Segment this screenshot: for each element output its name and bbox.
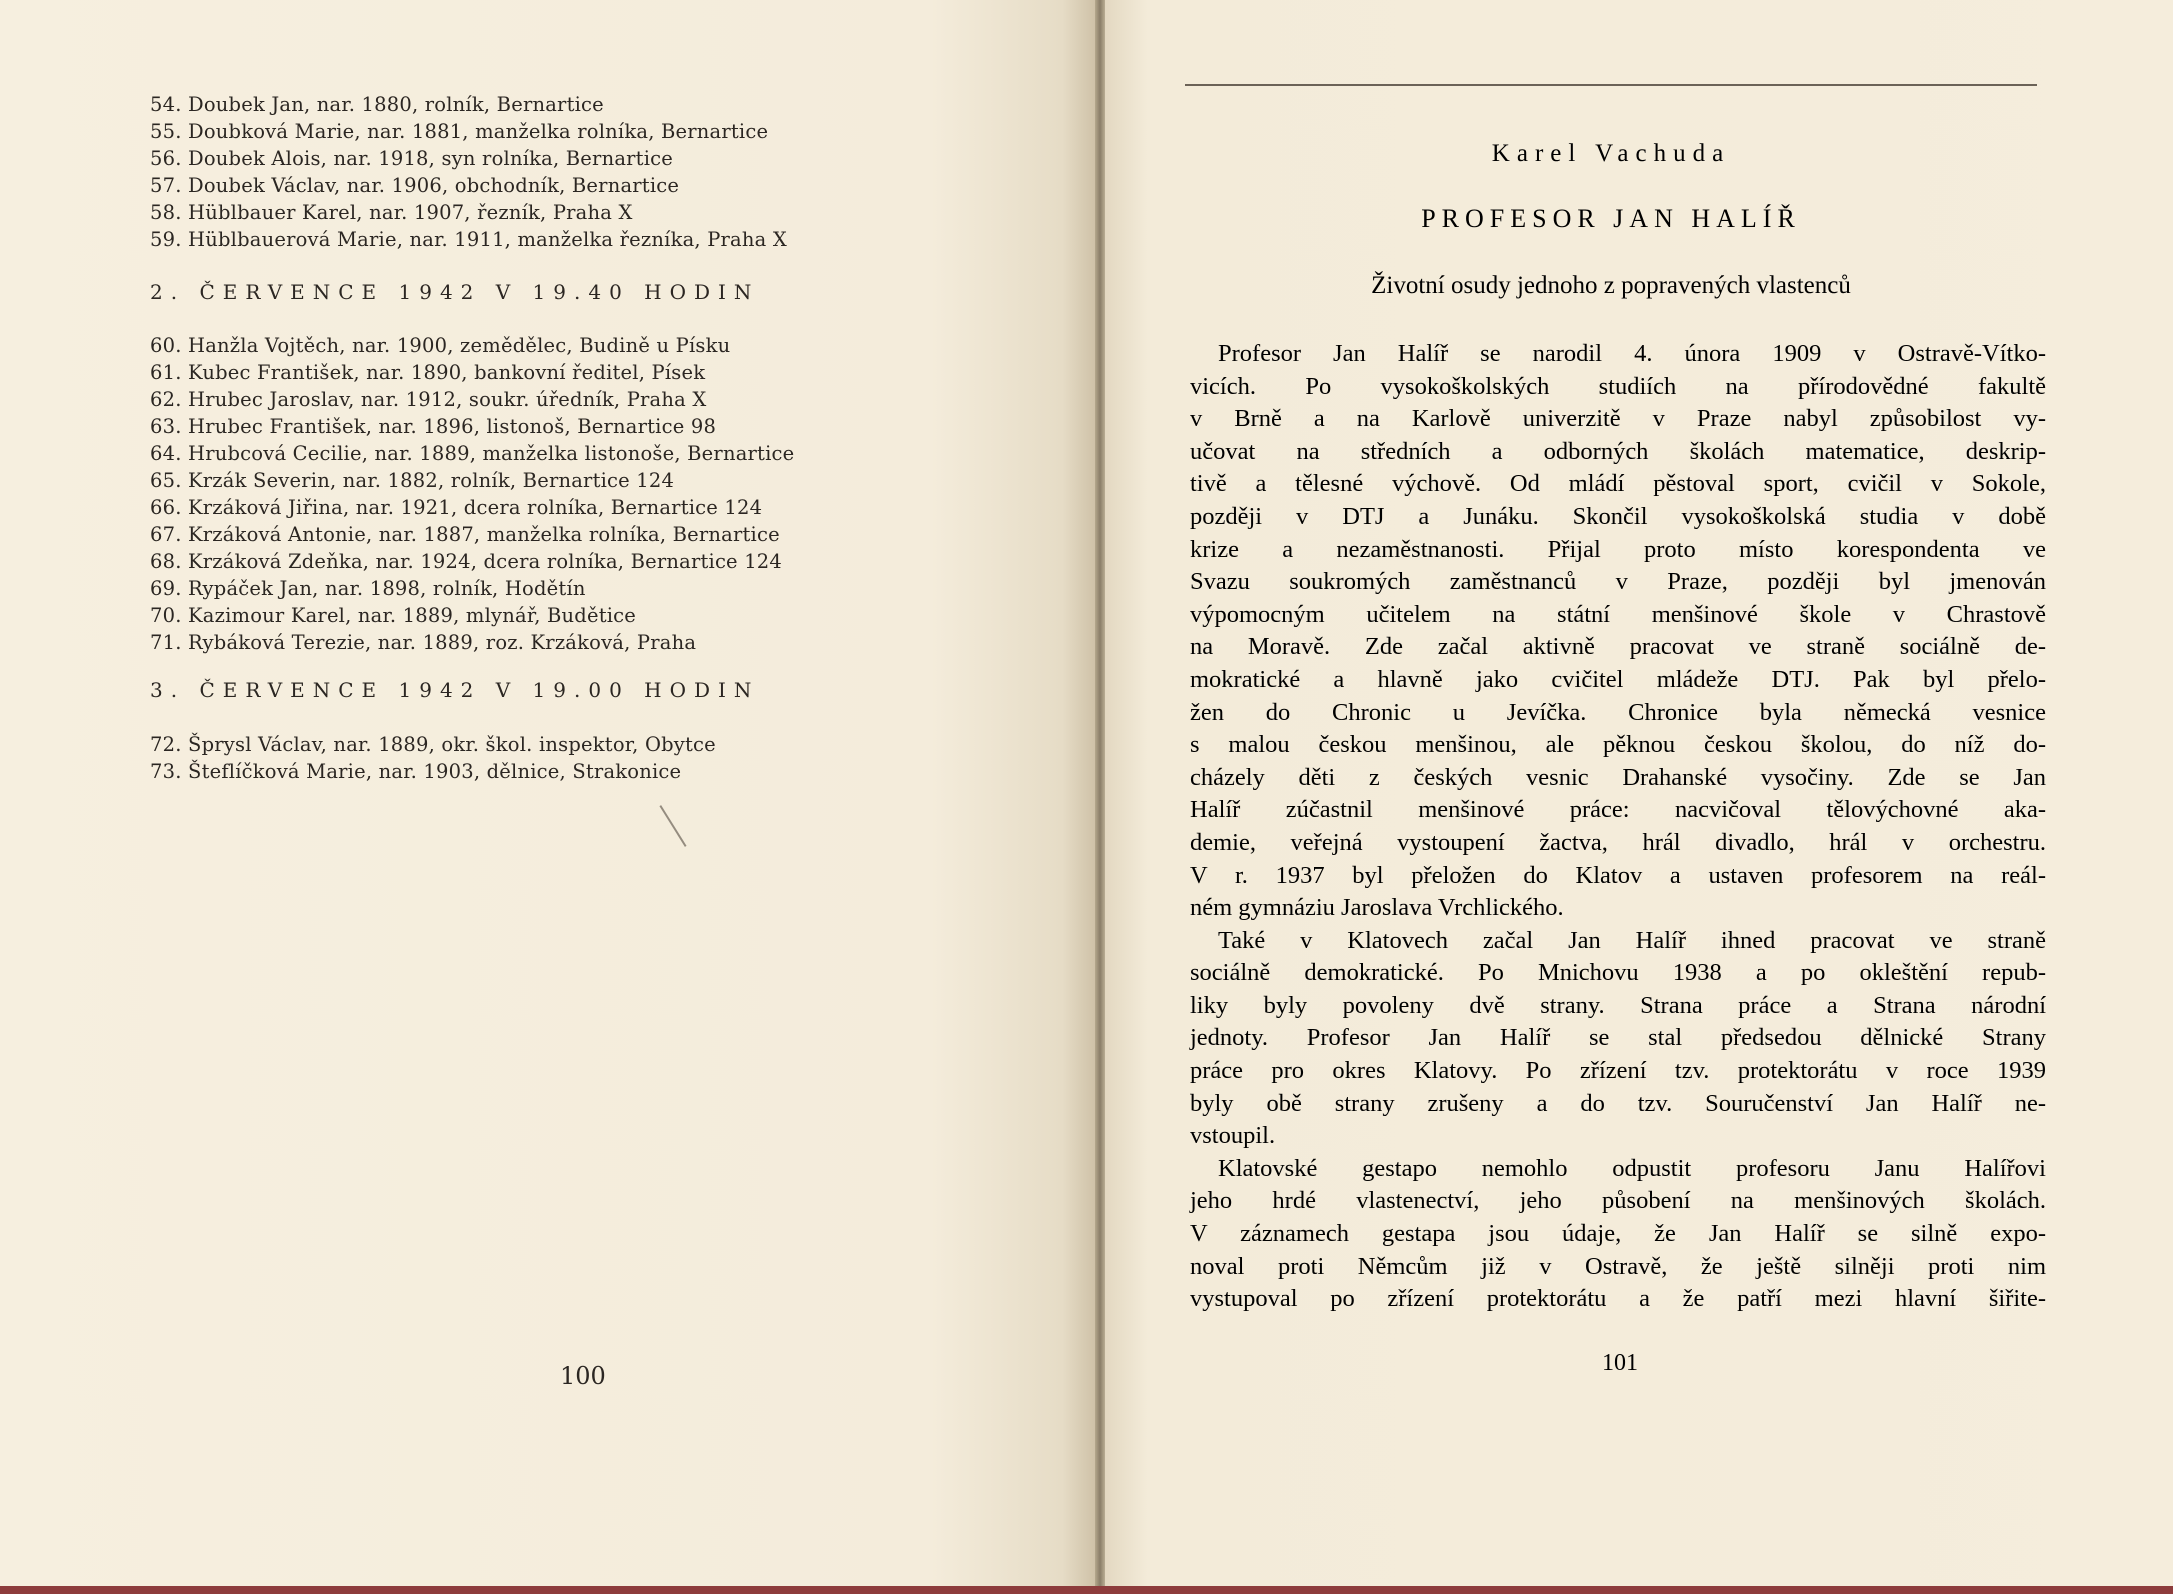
- list-item: 60. Hanžla Vojtěch, nar. 1900, zemědělec, Budině u Písku: [150, 334, 731, 357]
- list-item: 63. Hrubec František, nar. 1896, listonoš, Bernartice 98: [150, 415, 717, 438]
- list-item: 72. Šprysl Václav, nar. 1889, okr. škol. inspektor, Obytce: [150, 733, 716, 756]
- list-item: 56. Doubek Alois, nar. 1918, syn rolníka, Bernartice: [150, 147, 674, 170]
- text-line: Klatovské gestapo nemohlo odpustit profesoru Janu Halířovi: [1218, 1154, 2046, 1182]
- text-line: jednoty. Profesor Jan Halíř se stal předsedou dělnické Strany: [1190, 1024, 2046, 1052]
- text-line: Svazu soukromých zaměstnanců v Praze, později byl jmenován: [1190, 568, 2046, 596]
- text-line: Halíř zúčastnil menšinové práce: nacvičoval tělovýchovné aka-: [1190, 796, 2046, 824]
- victim-list-2: [150, 332, 910, 656]
- text-line: ném gymnáziu Jaroslava Vrchlického.: [1190, 894, 1564, 922]
- text-line: V r. 1937 byl přeložen do Klatov a ustaven profesorem na reál-: [1190, 861, 2046, 889]
- page-number-left: 100: [560, 1362, 606, 1390]
- text-line: V záznamech gestapa jsou údaje, že Jan Halíř se silně expo-: [1190, 1220, 2046, 1248]
- article-subtitle: Životní osudy jednoho z popravených vlastenců: [1371, 272, 1851, 299]
- text-line: Také v Klatovech začal Jan Halíř ihned pracovat ve straně: [1218, 926, 2046, 954]
- article-author: Karel Vachuda: [1491, 140, 1731, 167]
- list-item: 58. Hüblbauer Karel, nar. 1907, řezník, Praha X: [150, 201, 633, 224]
- book-gutter: [1095, 0, 1105, 1586]
- stray-pen-mark: [659, 805, 686, 847]
- text-line: s malou českou menšinou, ale pěknou českou školou, do níž do-: [1190, 731, 2046, 759]
- text-line: v Brně a na Karlově univerzitě v Praze nabyl způsobilost vy-: [1190, 405, 2046, 433]
- article-body: [1190, 338, 2046, 1316]
- list-item: 57. Doubek Václav, nar. 1906, obchodník, Bernartice: [150, 174, 680, 197]
- list-item: 71. Rybáková Terezie, nar. 1889, roz. Krzáková, Praha: [150, 631, 697, 654]
- list-item: 67. Krzáková Antonie, nar. 1887, manželka rolníka, Bernartice: [150, 523, 780, 546]
- text-line: později v DTJ a Junáku. Skončil vysokoškolská studia v době: [1190, 502, 2046, 530]
- text-line: byly obě strany zrušeny a do tzv. Souručenství Jan Halíř ne-: [1190, 1089, 2046, 1117]
- text-line: na Moravě. Zde začal aktivně pracovat ve straně sociálně de-: [1190, 633, 2046, 661]
- list-item: 55. Doubková Marie, nar. 1881, manželka rolníka, Bernartice: [150, 120, 769, 143]
- text-line: cházely děti z českých vesnic Drahanské vysočiny. Zde se Jan: [1190, 763, 2046, 791]
- list-item: 61. Kubec František, nar. 1890, bankovní ředitel, Písek: [150, 361, 706, 384]
- section-heading-july-3: 3. ČERVENCE 1942 V 19.00 HODIN: [150, 678, 760, 702]
- text-line: práce pro okres Klatovy. Po zřízení tzv. protektorátu v roce 1939: [1190, 1057, 2046, 1085]
- text-line: vystupoval po zřízení protektorátu a že patří mezi hlavní šiřite-: [1190, 1285, 2046, 1313]
- text-line: krize a nezaměstnanosti. Přijal proto místo korespondenta ve: [1190, 535, 2046, 563]
- text-line: demie, veřejná vystoupení žactva, hrál divadlo, hrál v orchestru.: [1190, 828, 2046, 856]
- list-item: 73. Šteflíčková Marie, nar. 1903, dělnice, Strakonice: [150, 760, 682, 783]
- text-line: výpomocným učitelem na státní menšinové škole v Chrastově: [1190, 600, 2046, 628]
- text-line: učovat na středních a odborných školách matematice, deskrip-: [1190, 437, 2046, 465]
- text-line: žen do Chronic u Jevíčka. Chronice byla německá vesnice: [1190, 698, 2046, 726]
- victim-list-3: [150, 731, 910, 785]
- text-line: Profesor Jan Halíř se narodil 4. února 1909 v Ostravě-Vítko-: [1218, 340, 2046, 367]
- article-title: PROFESOR JAN HALÍŘ: [1421, 204, 1801, 233]
- text-line: noval proti Němcům již v Ostravě, že ještě silněji proti nim: [1190, 1252, 2046, 1280]
- list-item: 68. Krzáková Zdeňka, nar. 1924, dcera rolníka, Bernartice 124: [150, 550, 783, 573]
- text-line: sociálně demokratické. Po Mnichovu 1938 a po okleštění repub-: [1190, 959, 2046, 987]
- list-item: 70. Kazimour Karel, nar. 1889, mlynář, Budětice: [150, 604, 637, 627]
- text-line: jeho hrdé vlastenectví, jeho působení na menšinových školách.: [1190, 1187, 2046, 1215]
- text-line: liky byly povoleny dvě strany. Strana práce a Strana národní: [1190, 991, 2046, 1019]
- list-item: 69. Rypáček Jan, nar. 1898, rolník, Hodětín: [150, 577, 586, 600]
- list-item: 54. Doubek Jan, nar. 1880, rolník, Bernartice: [150, 93, 604, 116]
- section-heading-july-2: 2. ČERVENCE 1942 V 19.40 HODIN: [150, 280, 760, 304]
- list-item: 62. Hrubec Jaroslav, nar. 1912, soukr. úředník, Praha X: [150, 388, 707, 411]
- list-item: 66. Krzáková Jiřina, nar. 1921, dcera rolníka, Bernartice 124: [150, 496, 763, 519]
- text-line: mokratické a hlavně jako cvičitel mládeže DTJ. Pak byl přelo-: [1190, 665, 2046, 693]
- list-item: 64. Hrubcová Cecilie, nar. 1889, manželka listonoše, Bernartice: [150, 442, 795, 465]
- page-number-right: 101: [1602, 1350, 1638, 1376]
- text-line: vstoupil.: [1190, 1122, 1276, 1150]
- list-item: 59. Hüblbauerová Marie, nar. 1911, manželka řezníka, Praha X: [150, 228, 787, 251]
- top-rule: [1185, 84, 2037, 86]
- text-line: tivě a tělesné výchově. Od mládí pěstoval sport, cvičil v Sokole,: [1190, 470, 2046, 498]
- list-item: 65. Krzák Severin, nar. 1882, rolník, Bernartice 124: [150, 469, 675, 492]
- victim-list-1: [150, 91, 910, 253]
- text-line: vicích. Po vysokoškolských studiích na přírodovědné fakultě: [1190, 372, 2046, 400]
